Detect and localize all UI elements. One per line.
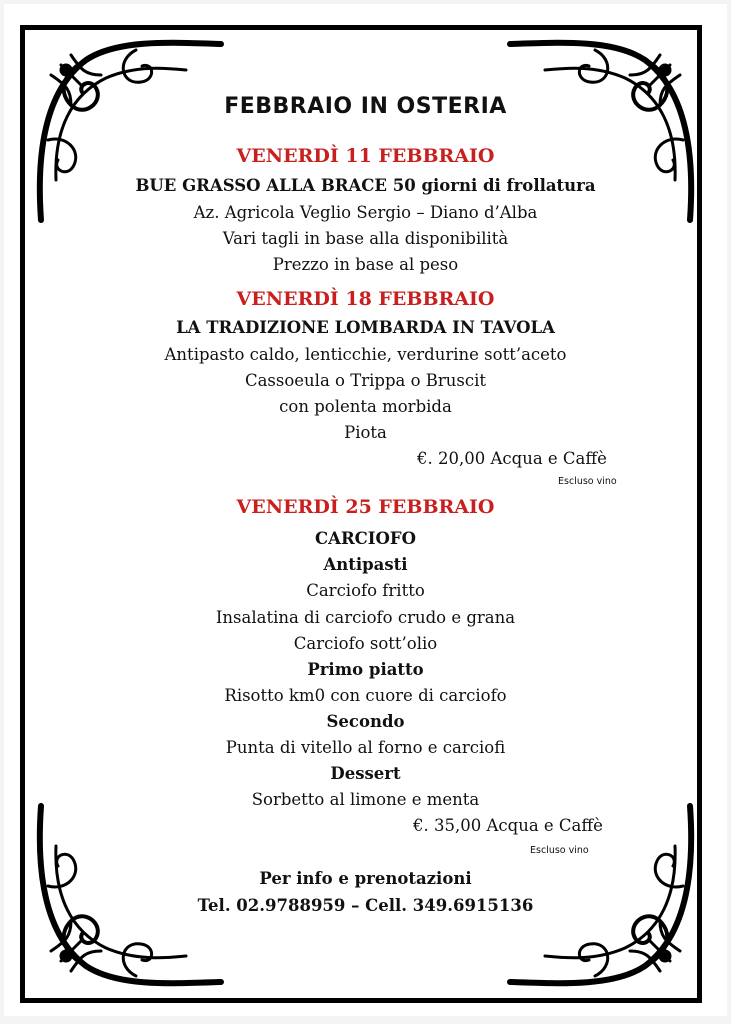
event-date-2: VENERDÌ 18 FEBBRAIO [236,288,495,310]
event-theme-3: CARCIOFO [315,529,416,548]
contact-heading: Per info e prenotazioni [259,869,472,888]
menu-item: Carciofo sott’olio [293,634,438,653]
event-headline-2: LA TRADIZIONE LOMBARDA IN TAVOLA [176,318,555,337]
course-label-primo: Primo piatto [307,660,424,679]
menu-item: Sorbetto al limone e menta [251,790,480,809]
menu-item: Risotto km0 con cuore di carciofo [224,686,507,705]
corner-ornament-top-right [505,30,705,230]
event-date-3: VENERDÌ 25 FEBBRAIO [236,496,495,518]
course-label-antipasti: Antipasti [323,555,408,574]
wine-note: Escluso vino [558,476,617,487]
menu-item: Carciofo fritto [306,581,425,600]
event-line: Vari tagli in base alla disponibilità [222,229,509,248]
event-line: Prezzo in base al peso [272,255,459,274]
page-title: FEBBRAIO IN OSTERIA [224,94,507,119]
menu-item: Punta di vitello al forno e carciofi [225,738,506,757]
event-line: Az. Agricola Veglio Sergio – Diano d’Alba [193,203,538,222]
event-line: con polenta morbida [279,397,452,416]
event-headline-1: BUE GRASSO ALLA BRACE 50 giorni di frollatura [135,176,596,195]
corner-ornament-top-left [26,30,226,230]
event-line: Antipasto caldo, lenticchie, verdurine sott’aceto [164,345,567,364]
event-price-3: €. 35,00 Acqua e Caffè [413,816,603,835]
course-label-secondo: Secondo [326,712,405,731]
wine-note: Escluso vino [530,845,589,856]
event-price-2: €. 20,00 Acqua e Caffè [417,449,607,468]
event-date-1: VENERDÌ 11 FEBBRAIO [236,145,495,167]
course-label-dessert: Dessert [330,764,401,783]
event-line: Cassoeula o Trippa o Bruscit [244,371,487,390]
event-line: Piota [344,423,387,442]
contact-phones: Tel. 02.9788959 – Cell. 349.6915136 [197,896,534,915]
menu-item: Insalatina di carciofo crudo e grana [215,608,516,627]
